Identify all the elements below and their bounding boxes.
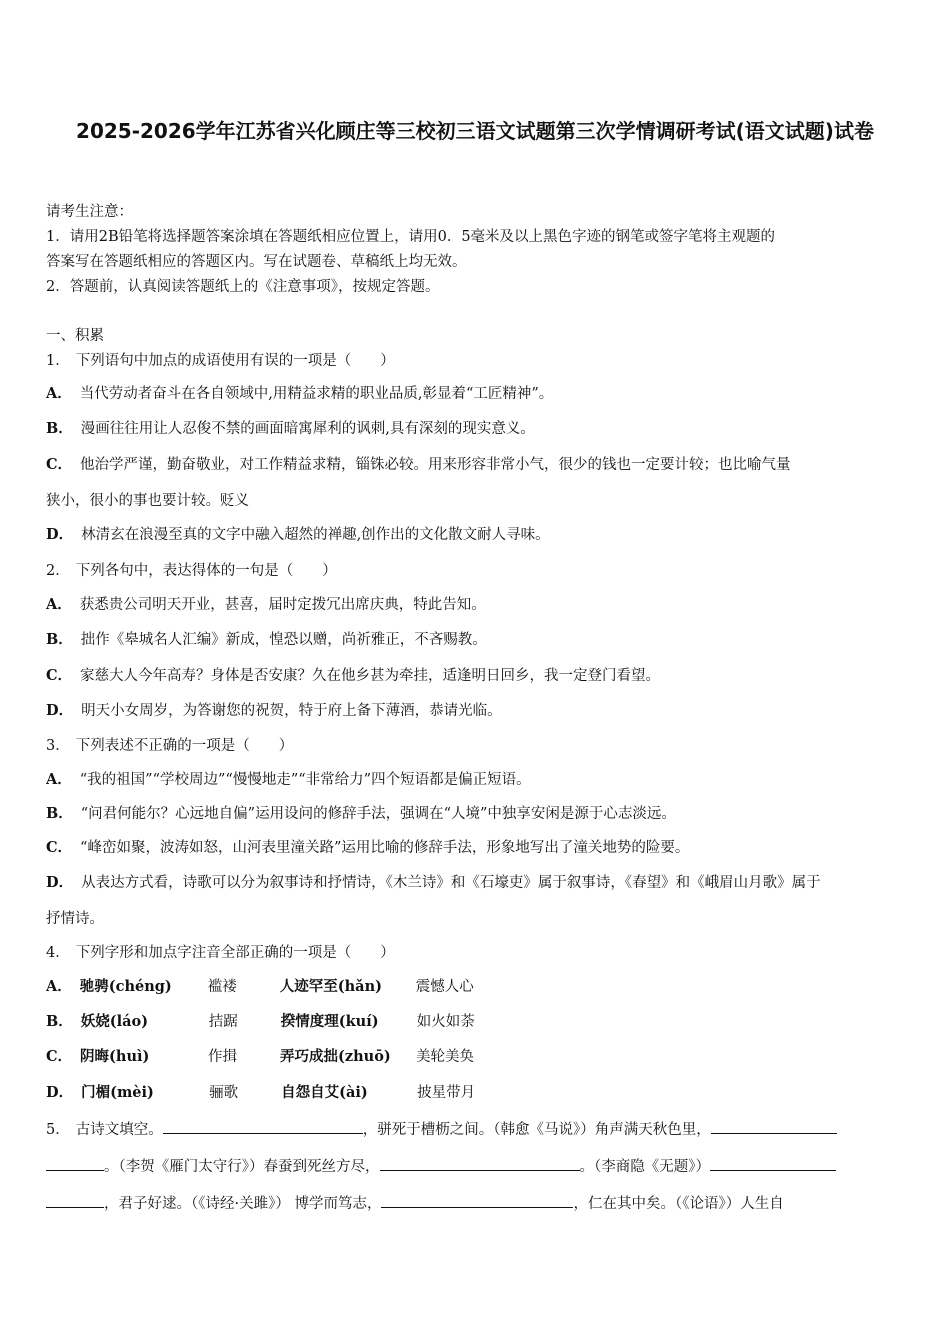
option-label: B． xyxy=(46,631,73,648)
option-1d xyxy=(46,525,908,545)
question-number: 3． xyxy=(46,738,70,754)
question-5-line-3 xyxy=(46,1193,908,1214)
option-3d xyxy=(46,873,908,893)
question-2 xyxy=(46,561,908,581)
word-3: 揆情度理(kuí) xyxy=(280,1013,379,1030)
fill-blank[interactable] xyxy=(380,1156,580,1171)
question-number: 2． xyxy=(46,563,70,579)
question-number: 5． xyxy=(46,1122,70,1138)
option-4d xyxy=(46,1083,908,1103)
question-text: 。（李商隐《无题》） xyxy=(579,1159,710,1175)
question-1 xyxy=(46,351,908,371)
fill-blank[interactable] xyxy=(381,1193,573,1208)
option-label: D． xyxy=(46,702,74,719)
word-1: 妖娆(láo) xyxy=(80,1013,149,1030)
fill-blank[interactable] xyxy=(163,1119,363,1134)
word-4: 震憾人心 xyxy=(415,979,474,995)
word-2: 骊歌 xyxy=(209,1085,239,1101)
option-label: D． xyxy=(46,1084,74,1101)
word-1: 驰骋(chéng) xyxy=(79,978,172,995)
word-2: 拮踞 xyxy=(208,1014,238,1030)
option-2a xyxy=(46,595,908,615)
option-1c-continued: 狭小，很小的事也要计较。贬义 xyxy=(46,493,249,509)
option-1b xyxy=(46,419,908,439)
option-text: 当代劳动者奋斗在各自领域中,用精益求精的职业品质,彰显着“工匠精神”。 xyxy=(79,386,554,402)
question-text: ，仁在其中矣。（《论语》）人生自 xyxy=(573,1196,784,1212)
word-1: 阴晦(huì) xyxy=(80,1048,150,1065)
page-title: 2025-2026学年江苏省兴化顾庄等三校初三语文试题第三次学情调研考试(语文试题)试卷 xyxy=(76,119,874,143)
word-4: 披星带月 xyxy=(417,1085,476,1101)
option-2c xyxy=(46,666,908,686)
question-5-line-1 xyxy=(46,1119,908,1140)
option-2d xyxy=(46,701,908,721)
option-4c xyxy=(46,1047,908,1067)
option-3a xyxy=(46,770,908,790)
notice-line-1b: 答案写在答题纸相应的答题区内。写在试题卷、草稿纸上均无效。 xyxy=(46,254,467,270)
option-3c xyxy=(46,838,908,858)
question-stem: 下列语句中加点的成语使用有误的一项是（ ） xyxy=(75,353,395,369)
question-4 xyxy=(46,943,908,963)
question-number: 4． xyxy=(46,945,70,961)
option-3d-continued: 抒情诗。 xyxy=(46,911,104,927)
word-4: 如火如荼 xyxy=(416,1014,475,1030)
question-number: 1． xyxy=(46,353,70,369)
option-label: C． xyxy=(46,456,73,473)
option-4a xyxy=(46,977,908,997)
option-4b xyxy=(46,1012,908,1032)
option-label: A． xyxy=(46,771,72,788)
notice-line-2: 2．答题前，认真阅读答题纸上的《注意事项》，按规定答题。 xyxy=(46,279,440,295)
option-text: 他治学严谨，勤奋敬业，对工作精益求精，锱铢必较。用来形容非常小气，很少的钱也一定要计较；也比喻气量 xyxy=(80,457,791,473)
option-2b xyxy=(46,630,908,650)
question-text: ，骈死于槽枥之间。（韩愈《马说》）角声满天秋色里， xyxy=(362,1122,711,1138)
section-heading: 一、积累 xyxy=(46,328,104,344)
fill-blank[interactable] xyxy=(46,1156,104,1171)
question-text: ，君子好逑。（《诗经·关雎》） 博学而笃志， xyxy=(104,1196,382,1212)
option-text: “峰峦如聚，波涛如怒，山河表里潼关路”运用比喻的修辞手法，形象地写出了潼关地势的险要。 xyxy=(80,840,690,856)
question-stem: 下列字形和加点字注音全部正确的一项是（ ） xyxy=(75,945,395,961)
word-3: 人迹罕至(hǎn) xyxy=(279,978,382,995)
question-stem: 下列表述不正确的一项是（ ） xyxy=(75,738,294,754)
option-label: C． xyxy=(46,667,73,684)
option-text: 明天小女周岁，为答谢您的祝贺，特于府上备下薄酒，恭请光临。 xyxy=(81,703,502,719)
question-3 xyxy=(46,736,908,756)
option-text: 拙作《皋城名人汇编》新成，惶恐以赠，尚祈雅正，不吝赐教。 xyxy=(80,632,487,648)
option-1c xyxy=(46,455,908,475)
option-label: A． xyxy=(46,978,72,995)
option-text: 家慈大人今年高寿？身体是否安康？久在他乡甚为牵挂，适逢明日回乡，我一定登门看望。 xyxy=(80,668,661,684)
notice-line-1a: 1．请用2B铅笔将选择题答案涂填在答题纸相应位置上，请用0．5毫米及以上黑色字迹的钢笔或签字笔将主观题的 xyxy=(46,229,776,245)
option-text: 获悉贵公司明天开业，甚喜，届时定拨冗出席庆典，特此告知。 xyxy=(79,597,486,613)
fill-blank[interactable] xyxy=(711,1119,837,1134)
option-label: D． xyxy=(46,874,74,891)
word-3: 自怨自艾(ài) xyxy=(281,1084,368,1101)
question-text: 。（李贺《雁门太守行》）春蚕到死丝方尽， xyxy=(104,1159,380,1175)
option-label: D． xyxy=(46,526,74,543)
word-2: 褴褛 xyxy=(207,979,237,995)
option-1a xyxy=(46,384,908,404)
notice-heading: 请考生注意： xyxy=(46,204,133,220)
word-1: 门楣(mèi) xyxy=(81,1084,154,1101)
option-label: B． xyxy=(46,805,73,822)
option-label: A． xyxy=(46,385,72,402)
question-text: 古诗文填空。 xyxy=(75,1122,163,1138)
option-3b xyxy=(46,804,908,824)
option-label: A． xyxy=(46,596,72,613)
option-label: C． xyxy=(46,1048,73,1065)
option-text: 从表达方式看，诗歌可以分为叙事诗和抒情诗，《木兰诗》和《石壕吏》属于叙事诗，《春望》和《峨眉山月歌》属于 xyxy=(81,875,821,891)
question-stem: 下列各句中，表达得体的一句是（ ） xyxy=(75,563,337,579)
option-label: B． xyxy=(46,1013,73,1030)
question-5-line-2 xyxy=(46,1156,908,1177)
option-text: “我的祖国”“学校周边”“慢慢地走”“非常给力”四个短语都是偏正短语。 xyxy=(79,772,531,788)
word-3: 弄巧成拙(zhuō) xyxy=(280,1048,391,1065)
word-4: 美轮美奂 xyxy=(416,1049,475,1065)
option-label: C． xyxy=(46,839,73,856)
option-text: 林清玄在浪漫至真的文字中融入超然的禅趣,创作出的文化散文耐人寻味。 xyxy=(81,527,550,543)
option-text: 漫画往往用让人忍俊不禁的画面暗寓犀利的讽刺,具有深刻的现实意义。 xyxy=(80,421,535,437)
option-text: “问君何能尔？心远地自偏”运用设问的修辞手法，强调在“人境”中独享安闲是源于心志淡远。 xyxy=(80,806,676,822)
word-2: 作揖 xyxy=(208,1049,238,1065)
fill-blank[interactable] xyxy=(46,1193,104,1208)
fill-blank[interactable] xyxy=(710,1156,836,1171)
option-label: B． xyxy=(46,420,73,437)
